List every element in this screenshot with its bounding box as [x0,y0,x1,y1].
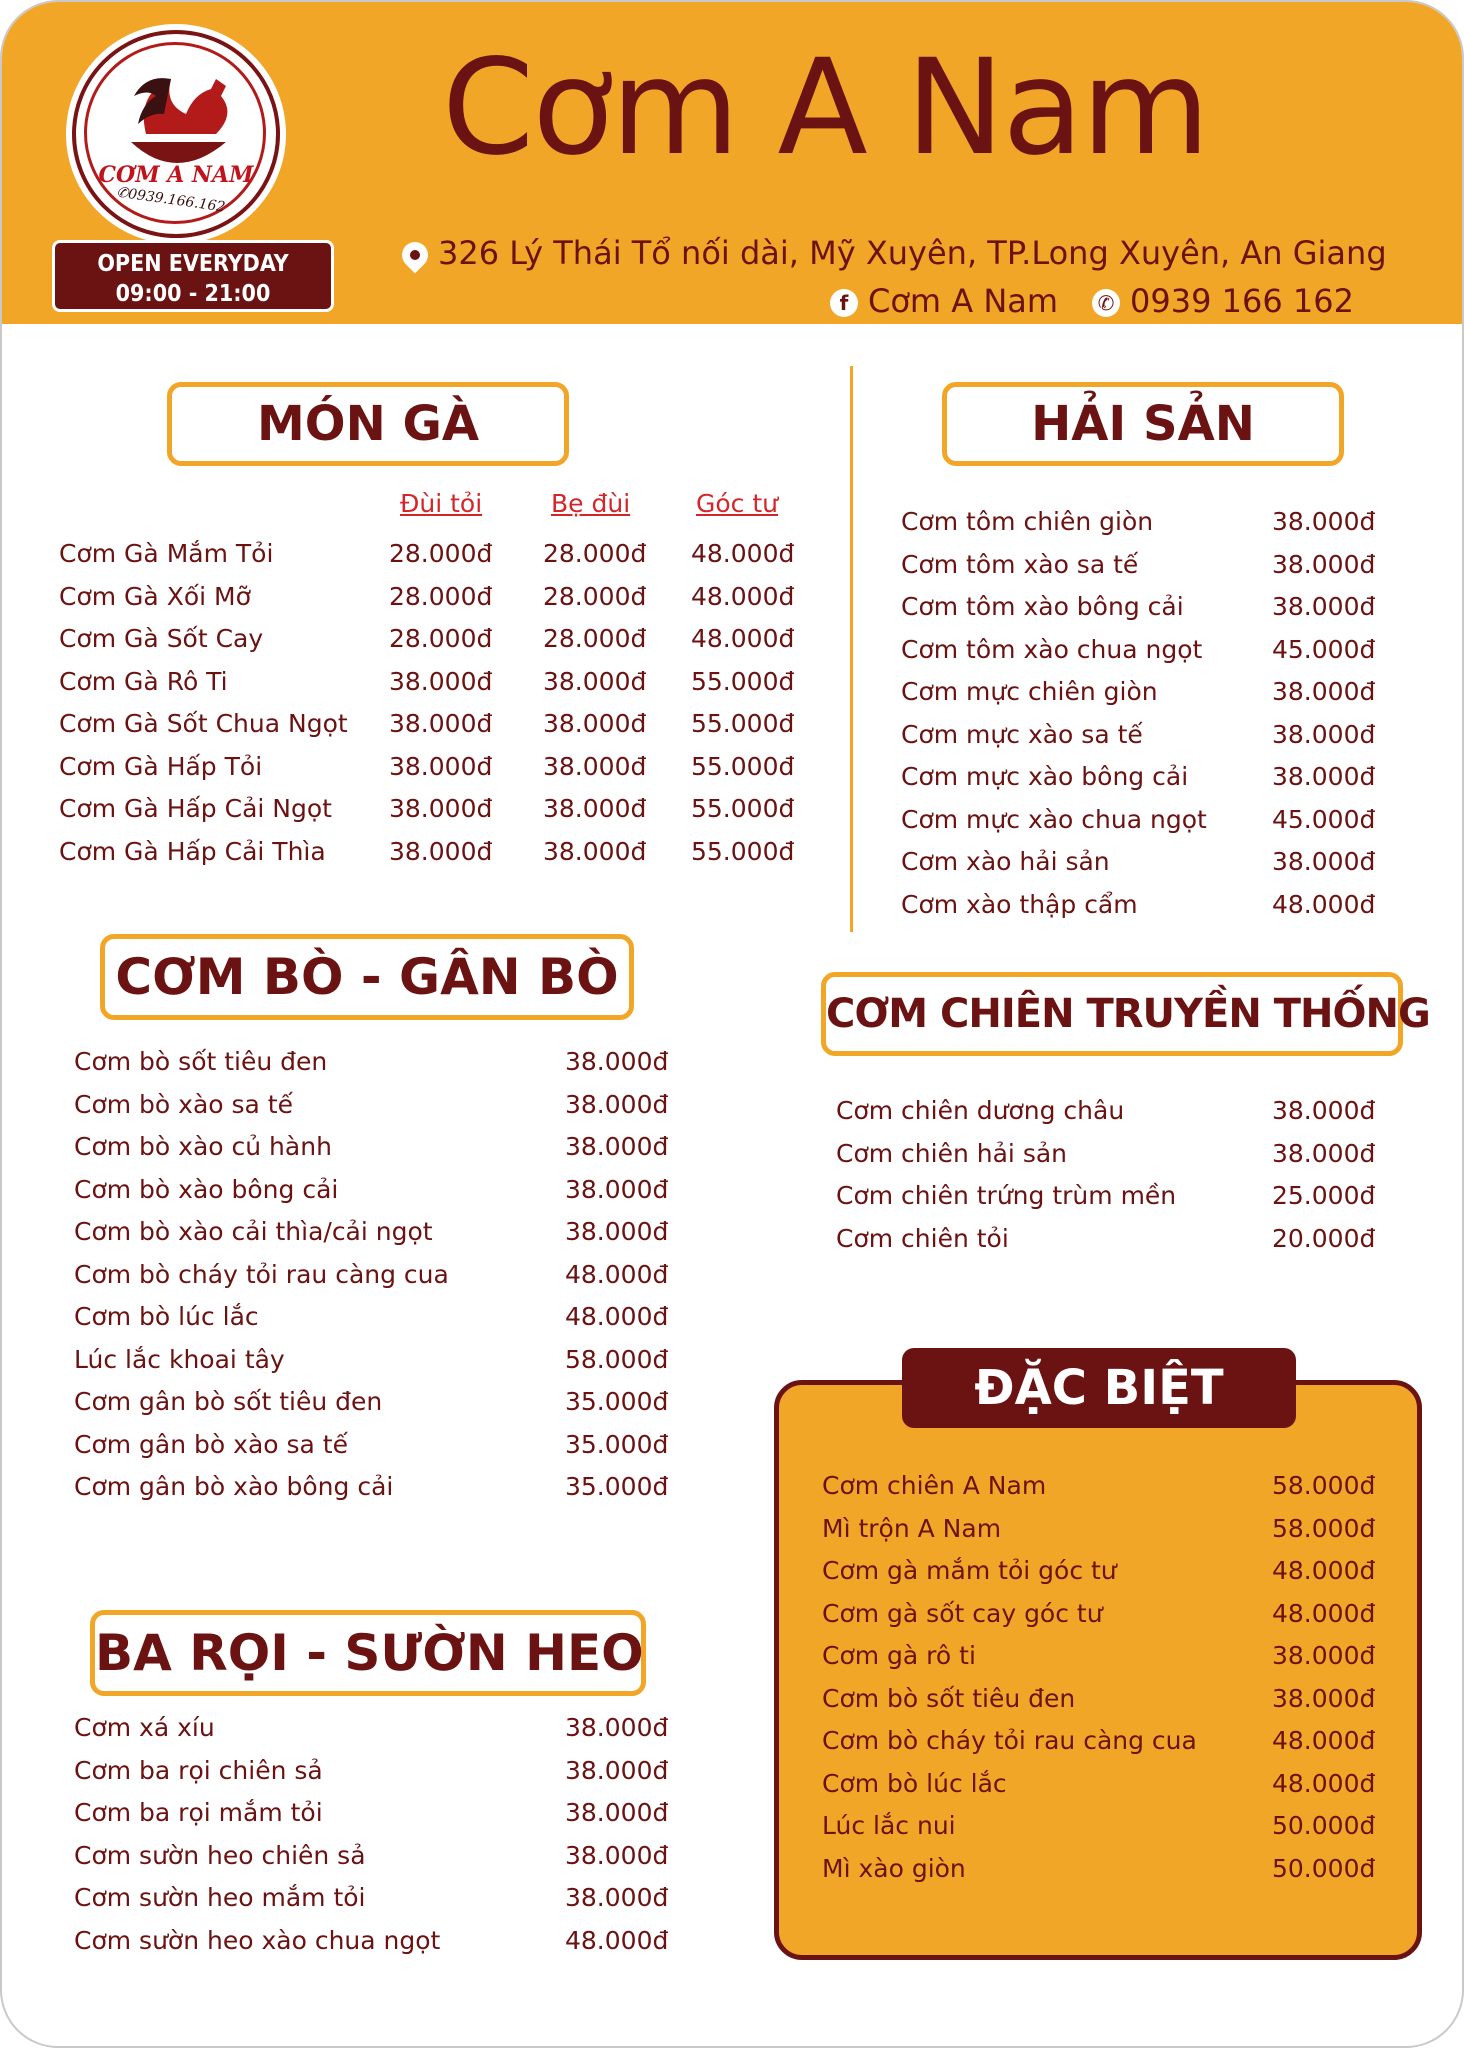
menu-item-name: Cơm Gà Sốt Chua Ngọt [59,709,348,738]
menu-item-row [836,1096,1464,1134]
menu-item-row [901,592,1464,630]
menu-item-row [74,1090,874,1128]
menu-item-row [836,1139,1464,1177]
menu-item-name: Mì xào giòn [822,1853,966,1883]
column-head-be-dui: Bẹ đùi [551,489,631,518]
menu-item-name: Cơm Gà Hấp Tỏi [59,751,263,781]
phone-icon: ✆ [1092,289,1120,317]
menu-item-row [822,1514,1464,1552]
menu-item-price: 38.000đ [389,794,493,823]
menu-item-price: 48.000đ [565,1259,669,1289]
menu-item-row [822,1641,1464,1679]
menu-item-name: Cơm bò xào củ hành [74,1132,332,1161]
menu-item-price: 38.000đ [565,1174,669,1204]
menu-item-price: 38.000đ [1272,719,1376,749]
menu-item-price: 45.000đ [1272,634,1376,664]
menu-item-row [74,1345,874,1383]
menu-item-name: Cơm tôm chiên giòn [901,507,1154,536]
menu-item-price: 38.000đ [389,666,493,696]
menu-item-name: Cơm mực xào sa tế [901,719,1143,749]
menu-item-name: Cơm ba rọi mắm tỏi [74,1798,323,1827]
menu-item-name: Cơm chiên A Nam [822,1471,1047,1500]
menu-item-price: 38.000đ [565,1798,669,1827]
menu-item-row [59,837,859,875]
menu-item-row [822,1854,1464,1892]
menu-item-row [901,847,1464,885]
section-title-hai-san: HẢI SẢN [942,382,1344,466]
menu-item-row [822,1556,1464,1594]
menu-item-name: Cơm gân bò xào bông cải [74,1472,394,1501]
menu-item-price: 28.000đ [543,539,647,568]
menu-item-price: 38.000đ [1272,507,1376,536]
menu-item-row [901,550,1464,588]
menu-item-row [901,507,1464,545]
menu-item-price: 38.000đ [1272,1683,1376,1713]
section-title-com-chien: CƠM CHIÊN TRUYỀN THỐNG [821,972,1403,1056]
menu-item-name: Cơm bò lúc lắc [822,1768,1007,1798]
menu-item-name: Cơm ba rọi chiên sả [74,1755,323,1785]
menu-item-row [59,794,859,832]
menu-item-price: 38.000đ [1272,847,1376,876]
menu-item-price: 38.000đ [1272,1096,1376,1125]
menu-item-name: Cơm bò sốt tiêu đen [822,1683,1076,1713]
menu-item-price: 45.000đ [1272,804,1376,834]
menu-item-price: 35.000đ [565,1429,669,1459]
menu-item-name: Cơm sườn heo chiên sả [74,1840,366,1870]
menu-item-price: 20.000đ [1272,1223,1376,1253]
menu-item-row [822,1769,1464,1807]
menu-item-row [822,1726,1464,1764]
menu-item-name: Cơm Gà Sốt Cay [59,624,264,653]
restaurant-title: Cơm A Nam [442,31,1208,185]
menu-item-row [74,1472,874,1510]
menu-item-price: 38.000đ [565,1217,669,1246]
menu-item-price: 28.000đ [389,624,493,653]
menu-item-row [901,890,1464,928]
menu-item-row [901,720,1464,758]
menu-item-price: 38.000đ [565,1132,669,1161]
menu-item-name: Lúc lắc khoai tây [74,1344,285,1374]
menu-item-price: 55.000đ [691,836,795,866]
menu-item-name: Cơm bò xào sa tế [74,1089,293,1119]
menu-item-name: Lúc lắc nui [822,1811,956,1840]
menu-item-row [59,582,859,620]
menu-item-name: Cơm xá xíu [74,1713,215,1742]
menu-item-row [74,1302,874,1340]
menu-item-name: Cơm chiên dương châu [836,1096,1125,1125]
menu-item-name: Cơm bò xào bông cải [74,1174,339,1204]
menu-item-row [836,1224,1464,1262]
menu-item-price: 50.000đ [1272,1811,1376,1840]
header-band [2,2,1462,324]
menu-item-price: 58.000đ [565,1344,669,1374]
menu-item-price: 55.000đ [691,794,795,823]
menu-item-name: Cơm Gà Mắm Tỏi [59,539,274,568]
menu-item-name: Cơm mực xào chua ngọt [901,804,1207,834]
menu-item-price: 55.000đ [691,666,795,696]
menu-item-price: 48.000đ [1272,1768,1376,1798]
menu-item-price: 48.000đ [1272,1726,1376,1755]
menu-item-price: 38.000đ [565,1089,669,1119]
contact-line [830,282,1354,320]
menu-item-price: 50.000đ [1272,1853,1376,1883]
menu-item-row [74,1883,874,1921]
menu-item-row [901,805,1464,843]
menu-item-row [74,1047,874,1085]
logo-brand-text: CƠM A NAM [98,162,254,188]
facebook-text: Cơm A Nam [868,282,1059,320]
facebook-icon: f [830,289,858,317]
menu-item-row [59,539,859,577]
menu-item-name: Cơm bò xào cải thìa/cải ngọt [74,1217,433,1246]
menu-item-row [74,1132,874,1170]
menu-item-price: 28.000đ [389,539,493,568]
menu-item-name: Cơm tôm xào bông cải [901,592,1184,621]
menu-item-row [74,1430,874,1468]
menu-item-row [74,1926,874,1964]
section-title-com-bo: CƠM BÒ - GÂN BÒ [100,934,634,1020]
menu-item-price: 38.000đ [543,794,647,823]
menu-item-name: Cơm bò sốt tiêu đen [74,1047,328,1076]
menu-item-name: Cơm Gà Hấp Cải Ngọt [59,794,332,823]
menu-item-price: 38.000đ [565,1047,669,1076]
menu-item-price: 25.000đ [1272,1181,1376,1210]
menu-item-row [901,677,1464,715]
menu-item-name: Cơm Gà Xối Mỡ [59,581,251,611]
menu-item-price: 48.000đ [691,581,795,611]
menu-item-price: 38.000đ [389,751,493,781]
address-text: 326 Lý Thái Tổ nối dài, Mỹ Xuyên, TP.Long Xuyên, An Giang [438,234,1387,272]
menu-item-price: 55.000đ [691,751,795,781]
menu-item-name: Cơm bò cháy tỏi rau càng cua [74,1259,449,1289]
menu-item-name: Cơm tôm xào sa tế [901,549,1139,579]
section-title-ba-roi: BA RỌI - SƯỜN HEO [90,1610,646,1696]
open-hours-time: 09:00 - 21:00 [115,281,271,307]
menu-item-price: 48.000đ [691,539,795,568]
menu-item-row [74,1387,874,1425]
menu-item-price: 48.000đ [565,1925,669,1955]
menu-item-price: 38.000đ [543,836,647,866]
menu-item-price: 38.000đ [565,1713,669,1742]
menu-item-price: 38.000đ [565,1755,669,1785]
menu-item-name: Cơm Gà Rô Ti [59,666,228,696]
menu-item-price: 38.000đ [1272,677,1376,706]
menu-item-row [74,1798,874,1836]
menu-item-name: Cơm xào thập cẩm [901,889,1138,919]
menu-item-row [901,762,1464,800]
menu-item-name: Cơm mực xào bông cải [901,762,1189,791]
menu-item-price: 35.000đ [565,1387,669,1416]
menu-item-row [836,1181,1464,1219]
menu-item-price: 48.000đ [1272,1556,1376,1585]
menu-item-price: 48.000đ [1272,1598,1376,1628]
menu-item-price: 35.000đ [565,1472,669,1501]
menu-item-price: 38.000đ [1272,549,1376,579]
menu-item-name: Cơm chiên tỏi [836,1223,1009,1253]
menu-item-row [74,1756,874,1794]
menu-item-price: 38.000đ [1272,592,1376,621]
menu-item-price: 28.000đ [543,624,647,653]
menu-item-name: Cơm mực chiên giòn [901,677,1158,706]
logo-phone-text: ✆0939.166.162 [115,184,227,216]
menu-item-row [822,1471,1464,1509]
menu-item-price: 48.000đ [1272,889,1376,919]
location-pin-icon [397,237,434,274]
phone-text: 0939 166 162 [1130,282,1354,320]
menu-item-row [74,1841,874,1879]
menu-item-name: Cơm tôm xào chua ngọt [901,634,1203,664]
menu-item-name: Cơm gân bò xào sa tế [74,1429,348,1459]
menu-item-row [59,752,859,790]
menu-item-price: 38.000đ [565,1883,669,1912]
menu-item-row [74,1260,874,1298]
address-line [402,234,1387,272]
menu-item-price: 38.000đ [543,666,647,696]
menu-item-row [822,1684,1464,1722]
menu-item-row [59,624,859,662]
section-title-dac-biet: ĐẶC BIỆT [902,1348,1296,1428]
menu-item-price: 28.000đ [389,581,493,611]
menu-item-price: 38.000đ [565,1840,669,1870]
column-head-dui-toi: Đùi tỏi [400,489,483,518]
logo [72,30,280,238]
menu-item-name: Cơm gà sốt cay góc tư [822,1598,1103,1628]
menu-item-price: 38.000đ [389,709,493,738]
column-head-goc-tu: Góc tư [696,489,779,518]
menu-item-price: 38.000đ [543,709,647,738]
menu-item-price: 55.000đ [691,709,795,738]
menu-item-row [59,667,859,705]
menu-item-name: Cơm gà mắm tỏi góc tư [822,1556,1117,1585]
menu-item-name: Cơm bò lúc lắc [74,1302,259,1331]
menu-item-row [74,1175,874,1213]
menu-item-name: Cơm gân bò sốt tiêu đen [74,1387,383,1416]
menu-item-price: 48.000đ [691,624,795,653]
menu-item-row [901,635,1464,673]
menu-item-row [822,1599,1464,1637]
menu-item-name: Cơm chiên hải sản [836,1138,1068,1168]
menu-item-name: Cơm Gà Hấp Cải Thìa [59,836,326,866]
open-hours-badge [52,240,334,312]
menu-item-price: 38.000đ [1272,1641,1376,1670]
menu-item-name: Mì trộn A Nam [822,1513,1002,1543]
menu-item-row [822,1811,1464,1849]
menu-item-name: Cơm chiên trứng trùm mền [836,1181,1177,1210]
menu-item-name: Cơm bò cháy tỏi rau càng cua [822,1726,1197,1755]
menu-item-price: 58.000đ [1272,1471,1376,1500]
menu-item-name: Cơm xào hải sản [901,847,1110,876]
menu-item-price: 58.000đ [1272,1513,1376,1543]
open-hours-label: OPEN EVERYDAY [97,251,289,277]
menu-item-price: 38.000đ [1272,1138,1376,1168]
menu-item-price: 28.000đ [543,581,647,611]
menu-item-row [59,709,859,747]
menu-item-row [74,1217,874,1255]
menu-item-name: Cơm sườn heo mắm tỏi [74,1883,366,1912]
menu-item-name: Cơm gà rô ti [822,1641,976,1670]
section-title-mon-ga: MÓN GÀ [167,382,569,466]
menu-item-row [74,1713,874,1751]
menu-item-price: 38.000đ [1272,762,1376,791]
menu-item-name: Cơm sườn heo xào chua ngọt [74,1925,441,1955]
menu-item-price: 48.000đ [565,1302,669,1331]
menu-item-price: 38.000đ [543,751,647,781]
menu-item-price: 38.000đ [389,836,493,866]
